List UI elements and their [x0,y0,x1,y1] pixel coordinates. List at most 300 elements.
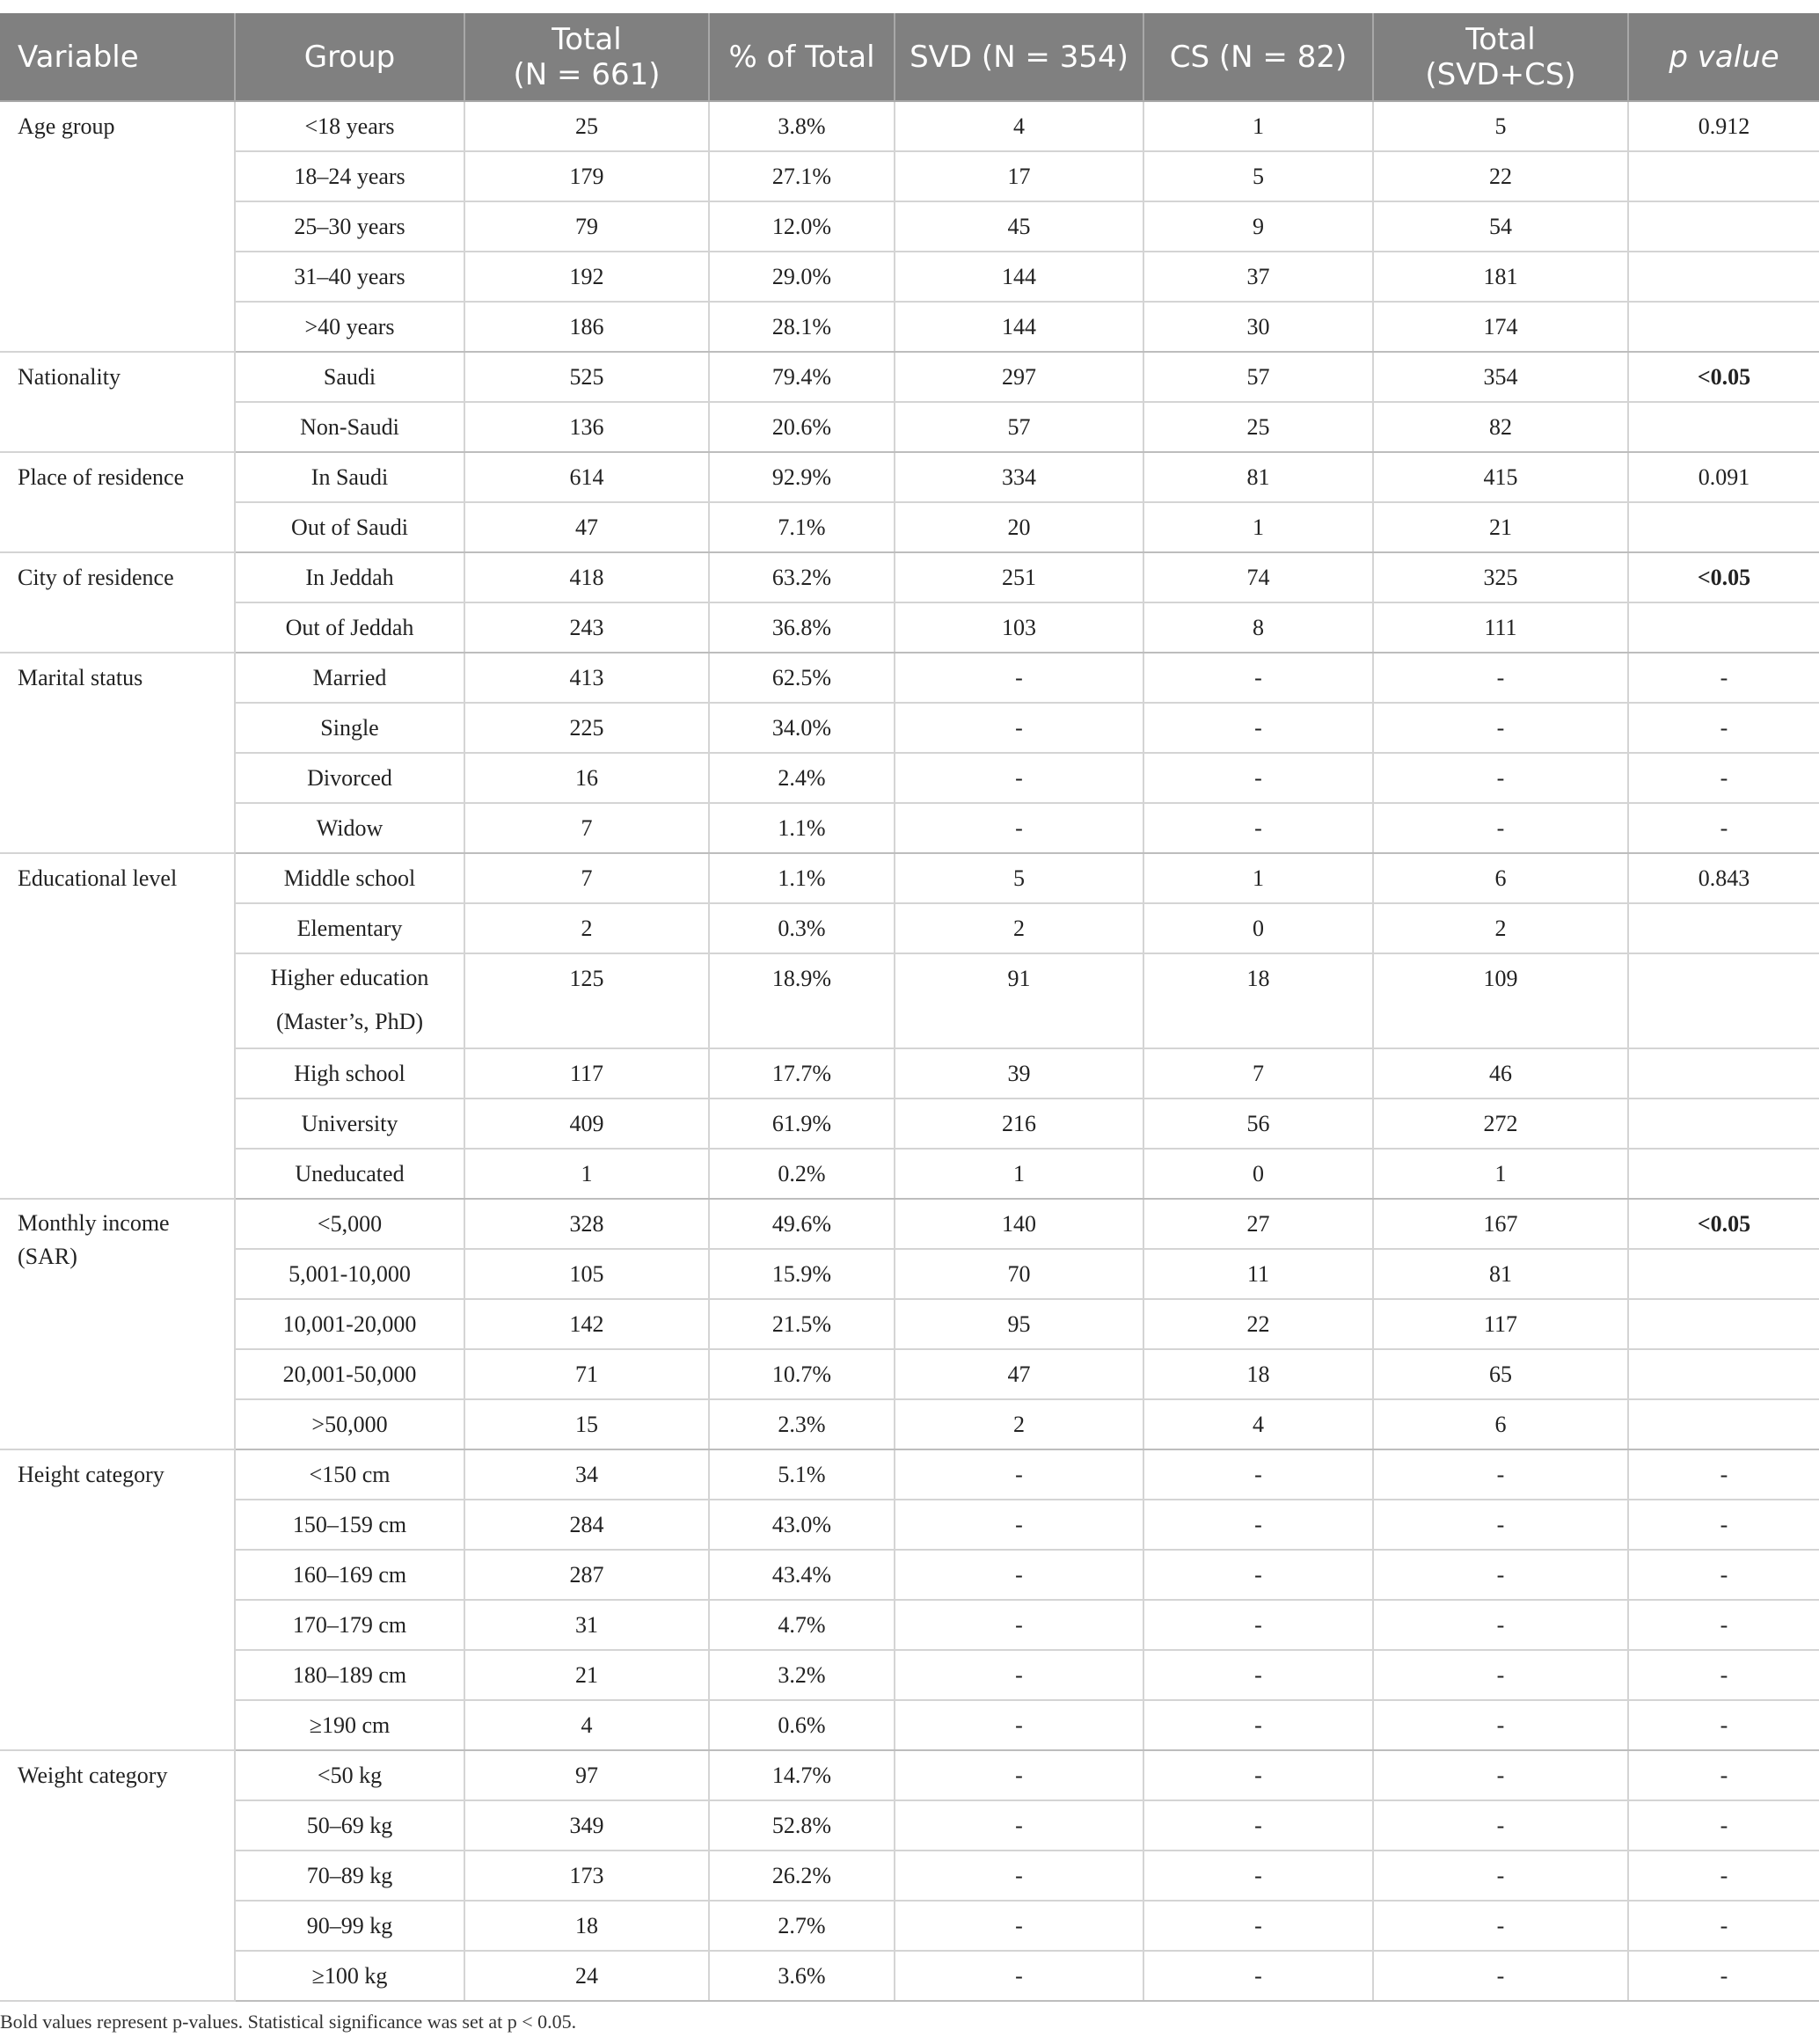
cell-p-value [1628,252,1819,302]
column-header-group [235,13,464,101]
cell-percent-of-total: 3.2% [709,1650,895,1700]
cell-total-svd-cs: - [1373,1600,1628,1650]
cell-cs: 4 [1143,1399,1373,1449]
cell-p-value: - [1628,753,1819,803]
column-header-total [464,13,709,101]
cell-p-value [1628,903,1819,953]
cell-total-svd-cs: 181 [1373,252,1628,302]
cell-cs: 30 [1143,302,1373,352]
cell-group: Non-Saudi [235,402,464,452]
cell-svd: - [895,1600,1143,1650]
cell-percent-of-total: 63.2% [709,552,895,602]
cell-svd: 140 [895,1199,1143,1249]
cell-group: Out of Jeddah [235,602,464,653]
cell-percent-of-total: 2.7% [709,1901,895,1951]
cell-svd: - [895,753,1143,803]
cell-svd: - [895,1901,1143,1951]
cell-total: 413 [464,653,709,703]
cell-svd: - [895,703,1143,753]
cell-total: 7 [464,853,709,903]
cell-cs: - [1143,803,1373,853]
variable-cell: Age group [0,101,235,352]
cell-group: ≥100 kg [235,1951,464,2001]
column-header-sublabel: (N = 661) [513,56,661,92]
cell-total: 15 [464,1399,709,1449]
cell-cs: 1 [1143,853,1373,903]
cell-group: Divorced [235,753,464,803]
cell-cs: - [1143,1700,1373,1750]
cell-cs: - [1143,1851,1373,1901]
cell-percent-of-total: 27.1% [709,151,895,201]
cell-group: 160–169 cm [235,1550,464,1600]
cell-total: 105 [464,1249,709,1299]
cell-cs: - [1143,1600,1373,1650]
cell-total-svd-cs: - [1373,1650,1628,1700]
cell-svd: 2 [895,1399,1143,1449]
cell-percent-of-total: 49.6% [709,1199,895,1249]
cell-total-svd-cs: 174 [1373,302,1628,352]
cell-total: 16 [464,753,709,803]
cell-cs: 18 [1143,953,1373,1048]
cell-svd: 5 [895,853,1143,903]
cell-cs: 22 [1143,1299,1373,1349]
cell-total-svd-cs: - [1373,703,1628,753]
cell-total: 79 [464,201,709,252]
cell-total-svd-cs: 81 [1373,1249,1628,1299]
cell-p-value: - [1628,1600,1819,1650]
cell-percent-of-total: 43.0% [709,1500,895,1550]
cell-group: University [235,1099,464,1149]
cell-percent-of-total: 5.1% [709,1449,895,1500]
table-row [0,502,1819,552]
cell-total-svd-cs: - [1373,1500,1628,1550]
cell-group: Married [235,653,464,703]
cell-total: 349 [464,1800,709,1851]
cell-total-svd-cs: 167 [1373,1199,1628,1249]
cell-p-value [1628,1349,1819,1399]
table-row [0,1800,1819,1851]
table-row [0,252,1819,302]
table-row [0,101,1819,151]
table-row [0,1299,1819,1349]
cell-percent-of-total: 92.9% [709,452,895,502]
cell-total: 21 [464,1650,709,1700]
cell-total-svd-cs: 111 [1373,602,1628,653]
cell-percent-of-total: 10.7% [709,1349,895,1399]
cell-svd: 1 [895,1149,1143,1199]
cell-svd: 17 [895,151,1143,201]
table-row [0,1600,1819,1650]
table-row [0,1199,1819,1249]
cell-total-svd-cs: - [1373,1901,1628,1951]
table-row [0,903,1819,953]
table-row [0,1550,1819,1600]
cell-p-value: - [1628,1851,1819,1901]
cell-cs: 18 [1143,1349,1373,1399]
cell-group: 90–99 kg [235,1901,464,1951]
cell-percent-of-total: 79.4% [709,352,895,402]
cell-percent-of-total: 3.8% [709,101,895,151]
cell-cs: 8 [1143,602,1373,653]
cell-cs: 0 [1143,903,1373,953]
cell-svd: 70 [895,1249,1143,1299]
cell-total: 24 [464,1951,709,2001]
cell-svd: 251 [895,552,1143,602]
cell-cs: 1 [1143,502,1373,552]
column-header-cs [1143,13,1373,101]
cell-total: 1 [464,1149,709,1199]
cell-group: Elementary [235,903,464,953]
cell-total: 173 [464,1851,709,1901]
cell-p-value: - [1628,703,1819,753]
cell-total: 47 [464,502,709,552]
table-row [0,1349,1819,1399]
cell-cs: 5 [1143,151,1373,201]
cell-cs: 25 [1143,402,1373,452]
cell-percent-of-total: 17.7% [709,1048,895,1099]
cell-group: In Jeddah [235,552,464,602]
cell-p-value [1628,1299,1819,1349]
cell-group: <5,000 [235,1199,464,1249]
cell-total: 31 [464,1600,709,1650]
cell-total-svd-cs: 82 [1373,402,1628,452]
cell-percent-of-total: 52.8% [709,1800,895,1851]
cell-group: 50–69 kg [235,1800,464,1851]
cell-total: 179 [464,151,709,201]
table-row [0,1449,1819,1500]
cell-total-svd-cs: 22 [1373,151,1628,201]
table-row [0,1951,1819,2001]
table-row [0,151,1819,201]
cell-percent-of-total: 0.2% [709,1149,895,1199]
cell-group: 10,001-20,000 [235,1299,464,1349]
cell-p-value: <0.05 [1628,1199,1819,1249]
cell-total: 25 [464,101,709,151]
cell-svd: 216 [895,1099,1143,1149]
table-row [0,452,1819,502]
cell-svd: - [895,1800,1143,1851]
cell-total-svd-cs: 325 [1373,552,1628,602]
cell-total: 409 [464,1099,709,1149]
column-header-variable [0,13,235,101]
cell-p-value: 0.843 [1628,853,1819,903]
column-header-label: Variable [18,39,139,75]
cell-total-svd-cs: - [1373,1951,1628,2001]
column-header-sublabel: (SVD+CS) [1425,56,1576,92]
cell-total: 192 [464,252,709,302]
cell-cs: 7 [1143,1048,1373,1099]
cell-percent-of-total: 1.1% [709,803,895,853]
cell-cs: 0 [1143,1149,1373,1199]
demographics-table [0,13,1819,2002]
cell-total: 125 [464,953,709,1048]
cell-cs: - [1143,653,1373,703]
cell-group: 70–89 kg [235,1851,464,1901]
cell-svd: - [895,1951,1143,2001]
cell-total-svd-cs: 415 [1373,452,1628,502]
table-row [0,1851,1819,1901]
variable-cell: Height category [0,1449,235,1750]
column-header-p-value [1628,13,1819,101]
table-row [0,602,1819,653]
cell-cs: - [1143,1901,1373,1951]
cell-p-value: - [1628,1750,1819,1800]
cell-total-svd-cs: - [1373,1700,1628,1750]
cell-total-svd-cs: - [1373,753,1628,803]
cell-cs: - [1143,1800,1373,1851]
cell-p-value [1628,1048,1819,1099]
cell-p-value: - [1628,1550,1819,1600]
cell-cs: - [1143,753,1373,803]
cell-percent-of-total: 18.9% [709,953,895,1048]
cell-total-svd-cs: 65 [1373,1349,1628,1399]
cell-p-value [1628,953,1819,1048]
cell-percent-of-total: 2.3% [709,1399,895,1449]
cell-svd: 334 [895,452,1143,502]
variable-cell: Monthly income (SAR) [0,1199,235,1449]
cell-p-value [1628,302,1819,352]
cell-group: Saudi [235,352,464,402]
cell-total: 525 [464,352,709,402]
column-header-label: Total [1465,21,1536,57]
cell-group: Single [235,703,464,753]
cell-percent-of-total: 15.9% [709,1249,895,1299]
variable-cell: Nationality [0,352,235,452]
cell-group: Uneducated [235,1149,464,1199]
cell-total: 7 [464,803,709,853]
cell-total-svd-cs: - [1373,653,1628,703]
cell-total-svd-cs: - [1373,803,1628,853]
column-header-label: p value [1669,39,1779,75]
cell-total-svd-cs: 5 [1373,101,1628,151]
cell-group: 31–40 years [235,252,464,302]
table-row [0,953,1819,1048]
cell-svd: 91 [895,953,1143,1048]
cell-total: 243 [464,602,709,653]
cell-group: High school [235,1048,464,1099]
cell-group: <150 cm [235,1449,464,1500]
cell-cs: 56 [1143,1099,1373,1149]
table-body [0,101,1819,2001]
cell-total: 18 [464,1901,709,1951]
cell-total-svd-cs: 21 [1373,502,1628,552]
cell-cs: 74 [1143,552,1373,602]
cell-cs: 11 [1143,1249,1373,1299]
cell-group: <18 years [235,101,464,151]
cell-p-value: - [1628,1901,1819,1951]
cell-group: 170–179 cm [235,1600,464,1650]
cell-group: >40 years [235,302,464,352]
cell-p-value: 0.091 [1628,452,1819,502]
table-row [0,1048,1819,1099]
cell-p-value: - [1628,1700,1819,1750]
cell-percent-of-total: 0.3% [709,903,895,953]
cell-cs: 57 [1143,352,1373,402]
table-footnote: Bold values represent p-values. Statistical significance was set at p < 0.05. [0,2011,577,2033]
cell-total-svd-cs: - [1373,1800,1628,1851]
cell-p-value [1628,1149,1819,1199]
cell-percent-of-total: 28.1% [709,302,895,352]
cell-percent-of-total: 14.7% [709,1750,895,1800]
cell-cs: - [1143,1650,1373,1700]
column-header-label: SVD (N = 354) [910,39,1129,75]
cell-total: 97 [464,1750,709,1800]
cell-group: >50,000 [235,1399,464,1449]
cell-total-svd-cs: 272 [1373,1099,1628,1149]
table-row [0,853,1819,903]
cell-total: 225 [464,703,709,753]
cell-total: 4 [464,1700,709,1750]
cell-group: Out of Saudi [235,502,464,552]
cell-percent-of-total: 36.8% [709,602,895,653]
cell-cs: - [1143,1550,1373,1600]
cell-svd: 144 [895,252,1143,302]
cell-group: In Saudi [235,452,464,502]
cell-group: Higher education (Master’s, PhD) [235,953,464,1048]
cell-cs: 1 [1143,101,1373,151]
table-row [0,1099,1819,1149]
cell-total: 142 [464,1299,709,1349]
table-row [0,352,1819,402]
cell-svd: 4 [895,101,1143,151]
table-row [0,1750,1819,1800]
cell-p-value [1628,602,1819,653]
cell-total-svd-cs: 6 [1373,1399,1628,1449]
cell-total-svd-cs: 109 [1373,953,1628,1048]
cell-svd: 39 [895,1048,1143,1099]
cell-total: 34 [464,1449,709,1500]
cell-svd: - [895,1750,1143,1800]
cell-p-value: - [1628,1500,1819,1550]
cell-total: 117 [464,1048,709,1099]
cell-group: 18–24 years [235,151,464,201]
column-header-label: CS (N = 82) [1169,39,1348,75]
cell-svd: 95 [895,1299,1143,1349]
cell-p-value [1628,151,1819,201]
cell-total-svd-cs: 54 [1373,201,1628,252]
cell-p-value [1628,201,1819,252]
variable-cell: Educational level [0,853,235,1199]
cell-group: <50 kg [235,1750,464,1800]
cell-p-value [1628,402,1819,452]
cell-total-svd-cs: 354 [1373,352,1628,402]
cell-percent-of-total: 62.5% [709,653,895,703]
cell-percent-of-total: 3.6% [709,1951,895,2001]
cell-percent-of-total: 29.0% [709,252,895,302]
cell-cs: - [1143,1951,1373,2001]
cell-svd: 2 [895,903,1143,953]
cell-percent-of-total: 21.5% [709,1299,895,1349]
cell-svd: 20 [895,502,1143,552]
table-row [0,1249,1819,1299]
column-header-svd [895,13,1143,101]
table-row [0,1149,1819,1199]
table-row [0,402,1819,452]
cell-svd: - [895,1449,1143,1500]
cell-cs: - [1143,703,1373,753]
cell-cs: - [1143,1500,1373,1550]
table-row [0,653,1819,703]
cell-p-value: <0.05 [1628,552,1819,602]
cell-total-svd-cs: - [1373,1851,1628,1901]
cell-svd: 297 [895,352,1143,402]
cell-percent-of-total: 61.9% [709,1099,895,1149]
cell-percent-of-total: 0.6% [709,1700,895,1750]
cell-group: 5,001-10,000 [235,1249,464,1299]
cell-total-svd-cs: - [1373,1550,1628,1600]
cell-cs: 9 [1143,201,1373,252]
cell-p-value [1628,1249,1819,1299]
column-header-percent-of-total [709,13,895,101]
cell-total: 287 [464,1550,709,1600]
cell-p-value [1628,1399,1819,1449]
table-row [0,1901,1819,1951]
cell-cs: - [1143,1750,1373,1800]
table-row [0,703,1819,753]
cell-total-svd-cs: - [1373,1449,1628,1500]
cell-svd: 47 [895,1349,1143,1399]
cell-p-value: - [1628,1650,1819,1700]
cell-percent-of-total: 1.1% [709,853,895,903]
column-header-label: Total [552,21,622,57]
cell-total: 136 [464,402,709,452]
cell-svd: 45 [895,201,1143,252]
cell-svd: - [895,1500,1143,1550]
cell-total: 328 [464,1199,709,1249]
cell-group: 20,001-50,000 [235,1349,464,1399]
cell-cs: 27 [1143,1199,1373,1249]
cell-group: Widow [235,803,464,853]
cell-group: 180–189 cm [235,1650,464,1700]
table-row [0,201,1819,252]
table-row [0,1399,1819,1449]
table-row [0,552,1819,602]
cell-percent-of-total: 4.7% [709,1600,895,1650]
table-row [0,1700,1819,1750]
column-header-label: % of Total [728,39,875,75]
cell-percent-of-total: 43.4% [709,1550,895,1600]
column-header-total-svd-cs [1373,13,1628,101]
cell-p-value: - [1628,653,1819,703]
cell-total: 614 [464,452,709,502]
cell-svd: 103 [895,602,1143,653]
cell-svd: - [895,1550,1143,1600]
variable-cell: Marital status [0,653,235,853]
cell-total: 186 [464,302,709,352]
cell-group: 25–30 years [235,201,464,252]
cell-svd: 57 [895,402,1143,452]
cell-group: Middle school [235,853,464,903]
cell-total-svd-cs: 6 [1373,853,1628,903]
cell-svd: - [895,1700,1143,1750]
cell-svd: 144 [895,302,1143,352]
table-row [0,803,1819,853]
table-row [0,1650,1819,1700]
cell-p-value: 0.912 [1628,101,1819,151]
cell-svd: - [895,1851,1143,1901]
cell-total-svd-cs: 2 [1373,903,1628,953]
table-row [0,1500,1819,1550]
cell-total: 418 [464,552,709,602]
cell-cs: - [1143,1449,1373,1500]
cell-total-svd-cs: 1 [1373,1149,1628,1199]
cell-p-value [1628,502,1819,552]
cell-svd: - [895,1650,1143,1700]
variable-cell: City of residence [0,552,235,653]
cell-total-svd-cs: 46 [1373,1048,1628,1099]
cell-cs: 37 [1143,252,1373,302]
cell-total-svd-cs: - [1373,1750,1628,1800]
